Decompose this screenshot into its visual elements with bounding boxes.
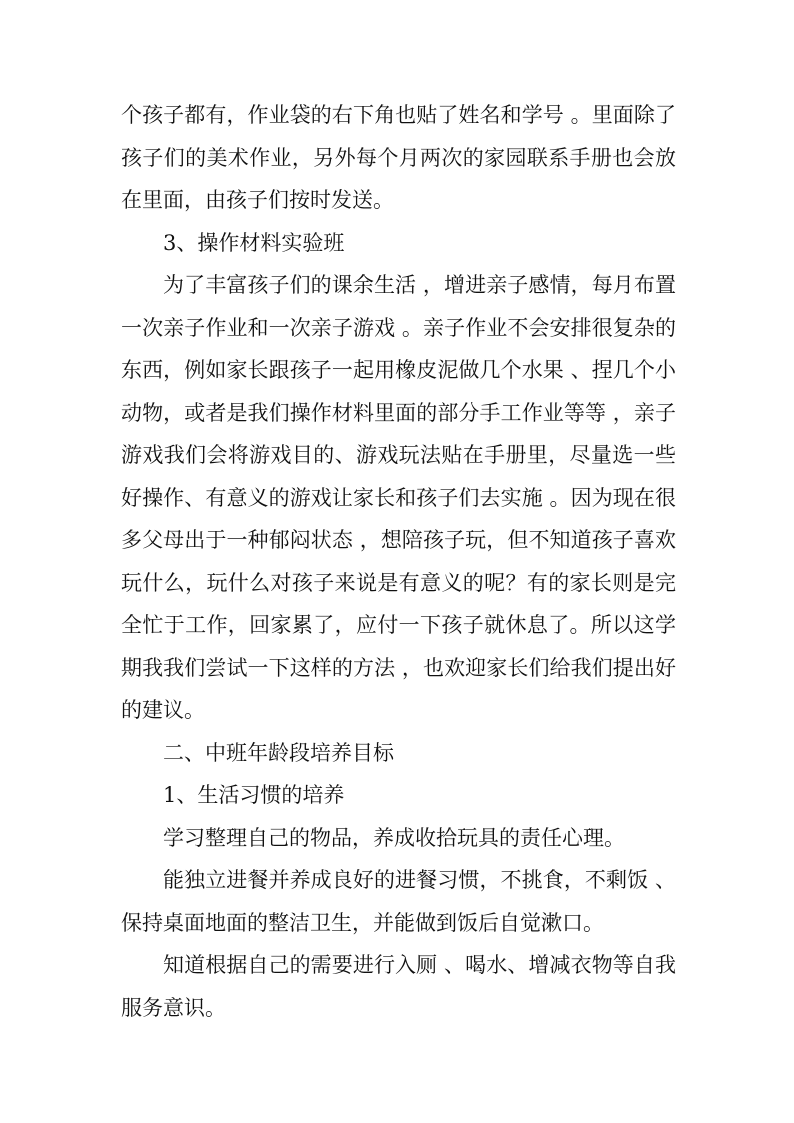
paragraph-parent-child-activities: 为了丰富孩子们的课余生活 ，增进亲子感情，每月布置一次亲子作业和一次亲子游戏 。亲子作业不会安排很复杂的东西，例如家长跟孩子一起用橡皮泥做几个水果 、捏几个小动物，或者是我们操作材料里面的部分手工作业等等 ，亲子游戏我们会将游戏目的、游戏玩法贴在手册里，尽量选一些好操作、有意义的游戏让家长和孩子们去实施 。因为现在很多父母出于一种郁闷状态 ，想陪孩子玩，但不知道孩子喜欢玩什么，玩什么对孩子来说是有意义的呢？有的家长则是完全忙于工作，回家累了，应付一下孩子就休息了。所以这学期我我们尝试一下这样的方法 ，也欢迎家长们给我们提出好的建议。: [121, 273, 676, 722]
heading-operation-materials: 3、操作材料实验班: [163, 230, 345, 255]
paragraph-eating-habits: 能独立进餐并养成良好的进餐习惯，不挑食，不剩饭 、保持桌面地面的整洁卫生，并能做到饭后自觉漱口。: [121, 868, 676, 935]
document-body: [121, 94, 676, 1029]
heading-life-habits: 1、生活习惯的培养: [163, 783, 345, 807]
paragraph-organize-items: 学习整理自己的物品，养成收拾玩具的责任心理。: [163, 825, 625, 850]
paragraph-self-service: 知道根据自己的需要进行入厕 、喝水、增减衣物等自我服务意识。: [121, 953, 676, 1020]
paragraph-continuation: 个孩子都有，作业袋的右下角也贴了姓名和学号 。里面除了孩子们的美术作业，另外每个月两次的家园联系手册也会放在里面，由孩子们按时发送。: [121, 103, 676, 212]
heading-section-two: 二、中班年龄段培养目标: [163, 740, 394, 765]
